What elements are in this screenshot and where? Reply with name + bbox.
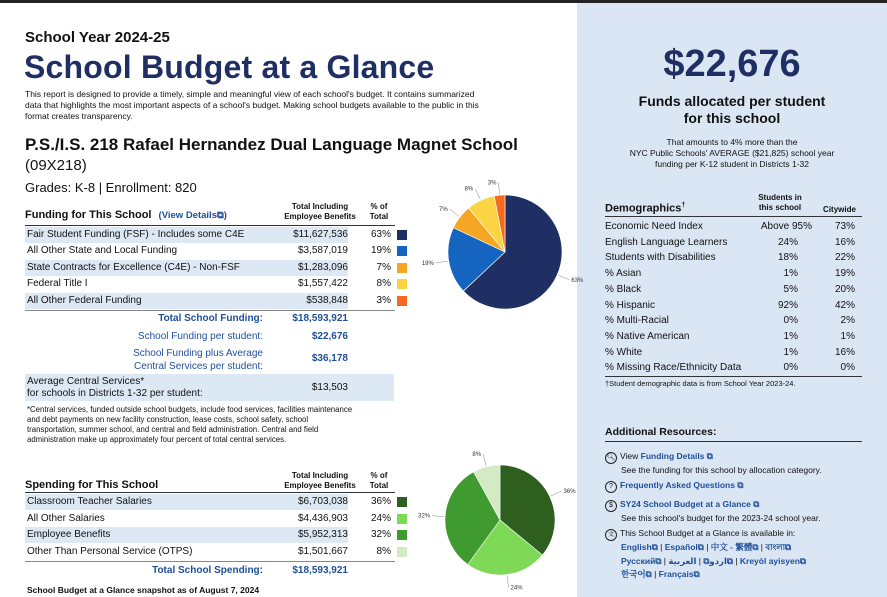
pie-slice-label: 63%: [571, 277, 584, 284]
demo-school-value: 1%: [783, 330, 798, 342]
total-spending-label: Total School Spending:: [152, 565, 263, 576]
funding-row-label: All Other Federal Funding: [27, 295, 142, 306]
demo-label: Economic Need Index: [605, 221, 703, 232]
funding-rows-rule: [25, 310, 395, 311]
funding-amount-header: [270, 202, 370, 221]
spending-row-amount: $1,501,667: [297, 546, 348, 557]
header-line: Employee Benefits: [284, 211, 356, 221]
demo-school-value: 24%: [777, 236, 798, 248]
resource-languages: [605, 527, 806, 582]
footnote-line: transportation, summer school, and central and field administration. Central and field: [27, 425, 319, 434]
label-line: for schools in Districts 1-32 per student:: [27, 388, 203, 399]
lang-arabic-link[interactable]: العربية ⧉: [668, 555, 733, 566]
footnote-line: administration make up approximately four percent of total central services.: [27, 435, 287, 444]
spending-row-amount: $6,703,038: [297, 496, 348, 507]
header-line: % of: [370, 471, 388, 480]
spending-row: [25, 494, 348, 510]
language-links-line: 한국어⧉ | Français⧉: [621, 569, 700, 579]
header-line: Total Including: [291, 202, 349, 211]
demo-label: % Black: [605, 283, 642, 295]
plus-avg-amount: $36,178: [311, 353, 348, 364]
faq-link[interactable]: [620, 480, 743, 490]
header-line: Total Including: [291, 471, 349, 480]
demo-label: Students with Disabilities: [605, 252, 716, 264]
lang-label: Français: [658, 569, 694, 579]
view-details-link[interactable]: (View Details⧉): [158, 210, 227, 221]
demo-city-value: 16%: [834, 236, 855, 248]
caption-line: for this school: [683, 110, 781, 126]
demo-school-value: 1%: [783, 346, 798, 358]
intro-line: data that highlights the most important aspects of a school's budget. Making school budgets available to the public in this: [25, 100, 479, 110]
avg-central-amount: $13,503: [311, 382, 348, 393]
lang-label: English: [621, 542, 652, 552]
lang-haitian-link[interactable]: Kreyòl ayisyen⧉: [739, 555, 806, 566]
pie-slice-label: 32%: [418, 513, 431, 520]
lang-label: বাংলা: [765, 542, 786, 552]
intro-line: format creates transparency.: [25, 111, 133, 121]
spending-row-pct: 32%: [370, 529, 391, 540]
language-links-line: English⧉ | Español⧉ | 中文 - 繁體⧉ | বাংলা⧉: [621, 542, 792, 552]
lang-russian-link[interactable]: Русский⧉: [621, 555, 662, 566]
footnote-line: *Central services, funded outside school budgets, include food services, facilities maintenance: [27, 405, 353, 414]
demo-city-value: 19%: [834, 268, 855, 280]
language-links-line: Русский⧉ | اردو⧉ | العربية ⧉ | Kreyòl ayisyen⧉: [621, 555, 806, 566]
intro-text: [25, 89, 479, 122]
pie-slice-label: 36%: [563, 489, 576, 496]
spending-row-label: Classroom Teacher Salaries: [27, 496, 152, 507]
spending-row-amount: $4,436,903: [297, 513, 348, 524]
demo-city-value: 42%: [834, 299, 855, 311]
funding-header-rule: [25, 225, 395, 226]
external-link-icon: ⧉: [753, 499, 760, 509]
resources-rule: [605, 441, 862, 442]
spending-row-pct: 8%: [376, 546, 391, 557]
resource-sy24: [605, 498, 821, 524]
spending-row-label: Employee Benefits: [27, 529, 111, 540]
view-details-label: (View Details: [158, 210, 217, 221]
demo-city-value: 22%: [834, 252, 855, 264]
demographics-row: [605, 298, 860, 314]
funding-row-pct: 63%: [370, 229, 391, 240]
pie-leader-line: [450, 209, 459, 216]
lang-label: اردو: [709, 555, 727, 566]
lang-bengali-link[interactable]: বাংলা⧉: [765, 542, 792, 552]
pie-leader-line: [507, 576, 509, 588]
school-name: P.S./I.S. 218 Rafael Hernandez Dual Language Magnet School: [25, 135, 518, 154]
central-footnote: [27, 405, 352, 445]
dagger-mark: †: [681, 202, 686, 209]
pie-slice-label: 19%: [421, 260, 434, 267]
demographics-row: [605, 313, 860, 329]
pie-slice-label: 8%: [464, 186, 474, 193]
funding-row-label: State Contracts for Excellence (C4E) - Non-FSF: [27, 262, 240, 273]
spending-row: [25, 511, 348, 527]
funding-title: [25, 209, 227, 221]
demo-school-value: 0%: [783, 362, 798, 374]
funding-pie-chart: [405, 180, 584, 320]
total-spending-amount: $18,593,921: [292, 565, 348, 576]
total-funding-amount: $18,593,921: [292, 313, 348, 324]
demographics-title: [605, 202, 685, 215]
translate-icon: 文: [605, 529, 617, 541]
spending-header-rule: [25, 492, 395, 493]
pie-slice-label: 3%: [487, 180, 497, 187]
funding-row-amount: $1,283,096: [297, 262, 348, 273]
demographics-school-header: [748, 193, 812, 212]
faq-label: Frequently Asked Questions: [620, 480, 735, 490]
snapshot-date: School Budget at a Glance snapshot as of August 7, 2024: [27, 585, 260, 595]
demographics-row: [605, 235, 860, 251]
spending-pie-chart: [405, 450, 575, 590]
lang-label: 中文 - 繁體: [710, 542, 753, 552]
header-line: this school: [758, 202, 802, 212]
funding-row: [25, 293, 348, 309]
lang-spanish-link[interactable]: Español⧉: [664, 542, 704, 552]
funding-row: [25, 260, 348, 276]
funding-row-amount: $3,587,019: [297, 245, 348, 256]
header-line: Total: [369, 480, 389, 490]
per-student-total: $22,676: [663, 43, 801, 85]
resource-funding-details: [605, 450, 822, 476]
funding-row: [25, 243, 348, 259]
lang-english-link[interactable]: English⧉: [621, 542, 658, 552]
search-icon: 🔍︎: [605, 452, 617, 464]
demographics-row: [605, 282, 860, 298]
demographics-row: [605, 329, 860, 345]
demo-city-value: 1%: [840, 330, 855, 342]
spending-pct-header: [362, 471, 396, 490]
header-line: Total: [369, 211, 389, 221]
page-title: School Budget at a Glance: [24, 49, 435, 85]
per-student-label: School Funding per student:: [137, 331, 263, 342]
funding-row-label: Federal Title I: [27, 278, 88, 289]
spending-row-pct: 24%: [370, 513, 391, 524]
spending-row-label: Other Than Personal Service (OTPS): [27, 546, 193, 557]
label-line: School Funding plus Average: [133, 348, 263, 359]
demo-city-value: 16%: [834, 346, 855, 358]
demographics-footnote: †Student demographic data is from School Year 2023-24.: [605, 379, 796, 388]
demo-label: % Native American: [605, 330, 690, 342]
funding-row: [25, 276, 348, 292]
funding-row-amount: $538,848: [306, 295, 348, 306]
funding-row-pct: 3%: [376, 295, 391, 306]
plus-avg-label: [90, 347, 263, 373]
comparison-line: NYC Public Schools' AVERAGE ($21,825) school year: [629, 148, 835, 158]
spending-row-pct: 36%: [370, 496, 391, 507]
view-prefix: View: [620, 451, 639, 461]
sy24-desc: See this school's budget for the 2023-24 school year.: [621, 513, 821, 523]
demographics-row: [605, 345, 860, 361]
demo-school-value: 92%: [777, 299, 798, 311]
header-line: % of: [370, 202, 388, 211]
pie-leader-line: [432, 516, 444, 517]
external-link-icon: ⧉: [706, 451, 713, 461]
demographics-row: [605, 360, 860, 376]
per-student-caption: [577, 93, 887, 127]
funding-row-pct: 7%: [376, 262, 391, 273]
funding-row-label: Fair Student Funding (FSF) - Includes some C4E: [27, 229, 245, 240]
demo-label: % White: [605, 346, 643, 358]
demographics-row: [605, 219, 860, 235]
spending-row: [25, 544, 348, 560]
demographics-row: [605, 250, 860, 266]
demo-label: % Asian: [605, 268, 642, 280]
label-line: Average Central Services*: [27, 376, 145, 387]
dollar-icon: $: [605, 500, 617, 512]
comparison-text: [577, 137, 887, 170]
lang-french-link[interactable]: Français⧉: [658, 569, 700, 579]
spending-amount-header: [270, 471, 370, 490]
available-text: This School Budget at a Glance is available in:: [620, 528, 796, 538]
header-line: Students in: [758, 193, 802, 202]
total-funding-label: Total School Funding:: [158, 313, 263, 324]
spending-rows-rule: [25, 561, 395, 562]
funding-pct-header: [362, 202, 396, 221]
footnote-line: and debt payments on new facility construction, lease costs, school safety, school: [27, 415, 309, 424]
funding-row: [25, 227, 348, 243]
sy24-label: SY24 School Budget at a Glance: [620, 499, 751, 509]
comparison-line: That amounts to 4% more than the: [666, 137, 798, 147]
intro-line: This report is designed to provide a timely, simple and meaningful view of each school's budget. It contains summarized: [25, 89, 475, 99]
school-year: School Year 2024-25: [25, 29, 170, 46]
demographics-title-text: Demographics: [605, 202, 682, 215]
funding-details-desc: See the funding for this school by allocation category.: [621, 465, 822, 475]
demo-school-value: 18%: [777, 252, 798, 264]
funding-row-pct: 19%: [370, 245, 391, 256]
lang-label: العربية: [668, 555, 697, 566]
demo-label: % Hispanic: [605, 299, 656, 311]
pie-leader-line: [558, 275, 569, 280]
demo-city-value: 20%: [834, 283, 855, 295]
school-code: (09X218): [25, 157, 87, 174]
lang-label: Español: [664, 542, 698, 552]
pie-leader-line: [551, 491, 562, 496]
spending-row: [25, 527, 348, 543]
demographics-city-header: Citywide: [823, 205, 856, 214]
demo-city-value: 2%: [840, 315, 855, 327]
funding-row-label: All Other State and Local Funding: [27, 245, 178, 256]
demo-city-value: 0%: [840, 362, 855, 374]
label-line: Central Services per student:: [134, 361, 263, 372]
demo-school-value: Above 95%: [760, 221, 812, 232]
resources-title: Additional Resources:: [605, 426, 717, 438]
demo-school-value: 5%: [783, 283, 798, 295]
funding-row-amount: $11,627,536: [293, 229, 348, 240]
lang-label: 한국어: [621, 569, 646, 579]
comparison-line: funding per K-12 student in Districts 1-32: [654, 159, 810, 169]
external-link-icon: ⧉: [737, 480, 744, 490]
header-line: Employee Benefits: [284, 480, 356, 490]
demographics-header-rule: [605, 216, 862, 217]
per-student-amount: $22,676: [311, 331, 348, 342]
pie-slice-label: 7%: [439, 207, 448, 214]
pie-leader-line: [498, 182, 499, 194]
funding-details-link[interactable]: [641, 451, 713, 461]
lang-urdu-link[interactable]: اردو⧉: [703, 555, 727, 566]
demo-school-value: 1%: [783, 268, 798, 280]
funding-row-amount: $1,557,422: [297, 278, 348, 289]
funding-details-label: Funding Details: [640, 451, 705, 461]
sy24-link[interactable]: [620, 499, 759, 509]
lang-label: Русский: [621, 555, 656, 566]
demographics-row: [605, 266, 860, 282]
funding-title-text: Funding for This School: [25, 209, 152, 221]
demo-label: English Language Learners: [605, 236, 728, 248]
spending-title: Spending for This School: [25, 479, 159, 491]
avg-central-label: [27, 376, 203, 400]
pie-leader-line: [475, 189, 480, 200]
lang-chinese-link[interactable]: 中文 - 繁體⧉: [710, 542, 759, 552]
spending-row-label: All Other Salaries: [27, 513, 105, 524]
demographics-bottom-rule: [605, 376, 862, 377]
funding-row-pct: 8%: [376, 278, 391, 289]
demo-school-value: 0%: [783, 315, 798, 327]
pie-slice-label: 8%: [472, 452, 482, 459]
lang-korean-link[interactable]: 한국어⧉: [621, 569, 652, 579]
caption-line: Funds allocated per student: [638, 93, 826, 109]
demo-label: % Multi-Racial: [605, 315, 669, 327]
lang-label: Kreyòl ayisyen: [739, 555, 800, 566]
grades-enrollment: Grades: K-8 | Enrollment: 820: [25, 180, 197, 195]
question-icon: ?: [605, 481, 617, 493]
spending-row-amount: $5,952,313: [297, 529, 348, 540]
demo-label: % Missing Race/Ethnicity Data: [605, 362, 742, 374]
pie-leader-line: [483, 454, 486, 466]
demo-city-value: 73%: [834, 221, 855, 232]
pie-leader-line: [436, 261, 448, 263]
pie-slice-label: 24%: [510, 585, 523, 592]
resource-faq: [605, 479, 743, 493]
external-link-icon: ⧉: [216, 210, 224, 221]
